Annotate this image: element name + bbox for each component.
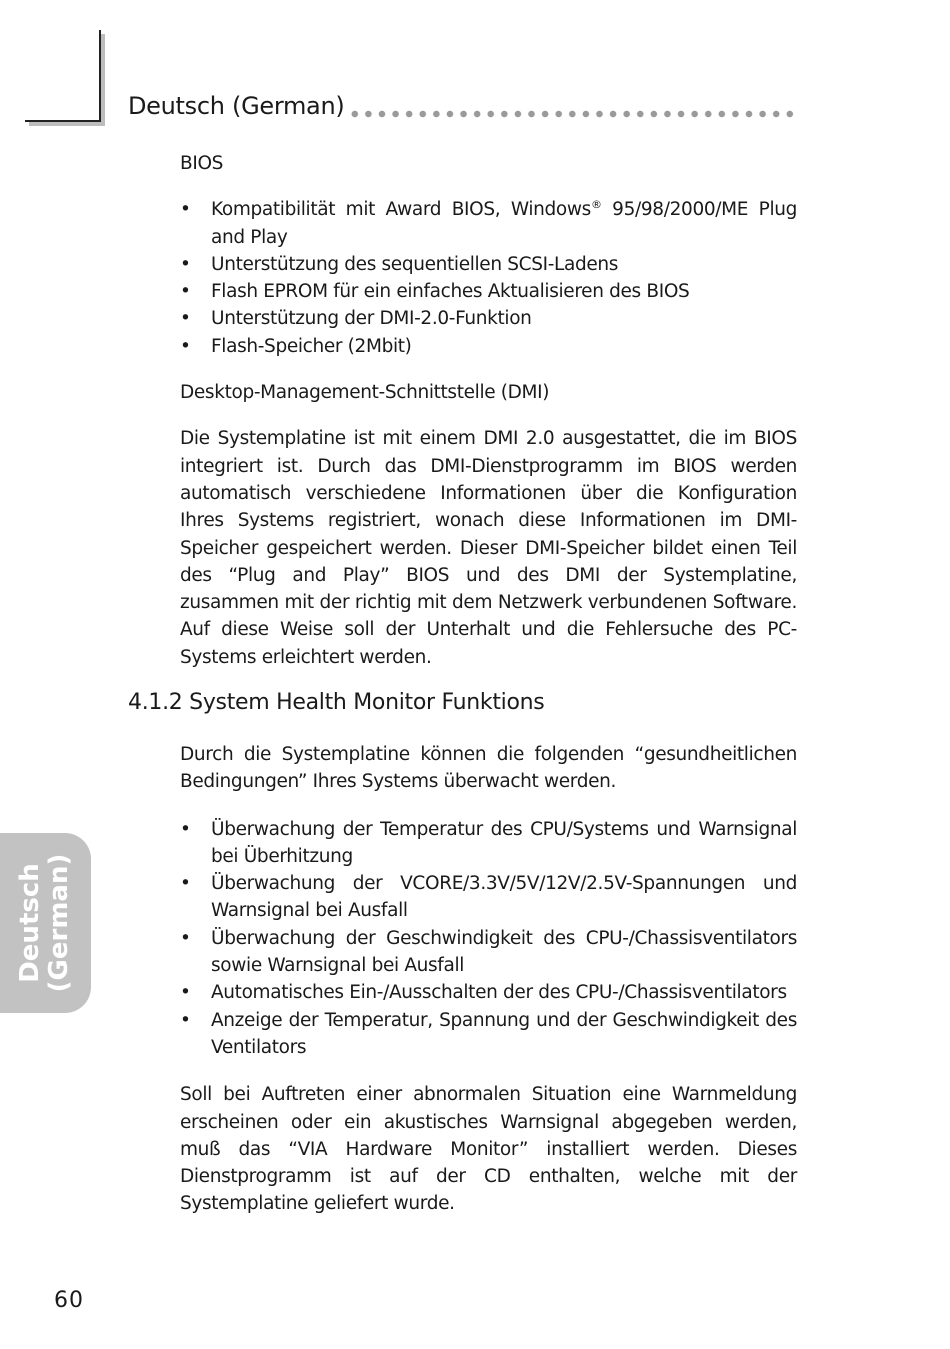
list-item: • Unterstützung der DMI-2.0-Funktion: [180, 305, 797, 332]
health-intro-paragraph: Durch die Systemplatine können die folgenden “gesundheitlichen Bedingungen” Ihres Systems überwacht werden.: [180, 744, 797, 793]
page-header-title: Deutsch (German): [128, 92, 345, 120]
bullet-icon: •: [180, 1009, 191, 1031]
registered-mark: ®: [590, 198, 602, 212]
bullet-icon: •: [180, 335, 191, 357]
list-item: • Anzeige der Temperatur, Spannung und der Geschwindigkeit des Ventilators: [180, 1007, 797, 1062]
bullet-icon: •: [180, 982, 191, 1004]
header-dotted-rule: [348, 109, 798, 119]
language-side-tab-label: Deutsch (German): [15, 853, 74, 993]
list-item: • Kompatibilität mit Award BIOS, Windows® 95/98/2000/ME Plug and Play: [180, 198, 798, 248]
health-closing-paragraph: Soll bei Auftreten einer abnormalen Situation eine Warnmeldung erscheinen oder ein akustisches Warnsignal abgegeben werden, muß das “VIA Hardware Monitor” installiert werden. Dieses Dienstprogramm ist auf der CD enthalten, welche mit der Systemplatine geliefert wurde.: [180, 1084, 797, 1215]
bios-dmi-section: [180, 150, 797, 671]
bios-feature-list: [180, 196, 797, 360]
bullet-icon: •: [180, 818, 191, 840]
list-item: • Unterstützung des sequentiellen SCSI-Ladens: [180, 251, 797, 278]
bullet-icon: •: [180, 308, 191, 330]
health-monitor-section: [180, 741, 797, 1218]
list-item: • Flash EPROM für ein einfaches Aktualisieren des BIOS: [180, 278, 797, 305]
health-feature-list: [180, 816, 797, 1062]
dmi-heading: Desktop-Management-Schnittstelle (DMI): [180, 382, 550, 404]
bullet-icon: •: [180, 253, 191, 275]
list-item: • Überwachung der VCORE/3.3V/5V/12V/2.5V-Spannungen und Warnsignal bei Ausfall: [180, 870, 797, 925]
bullet-icon: •: [180, 199, 191, 221]
dmi-paragraph: Die Systemplatine ist mit einem DMI 2.0 ausgestattet, die im BIOS integriert ist. Durch das DMI-Dienstprogramm im BIOS werden automatisch verschiedene Informationen über die Konfiguration Ihres Systems registriert, wonach diese Informationen im DMI-Speicher gespeichert werden. Dieser DMI-Speicher bildet einen Teil des “Plug and Play” BIOS und des DMI der Systemplatine, zusammen mit der richtig mit dem Netzwerk verbundenen Software. Auf diese Weise soll der Unterhalt und die Fehlersuche des PC-Systems erleichtert werden.: [180, 428, 797, 668]
list-item: • Überwachung der Temperatur des CPU/Systems und Warnsignal bei Überhitzung: [180, 816, 797, 871]
section-heading: 4.1.2 System Health Monitor Funktions: [128, 690, 545, 715]
list-item: • Überwachung der Geschwindigkeit des CPU-/Chassisventilators sowie Warnsignal bei Ausfall: [180, 925, 797, 980]
bullet-icon: •: [180, 281, 191, 303]
bullet-icon: •: [180, 873, 191, 895]
list-item: • Automatisches Ein-/Ausschalten der des CPU-/Chassisventilators: [180, 979, 797, 1006]
list-item: • Flash-Speicher (2Mbit): [180, 333, 797, 360]
page-number: 60: [54, 1288, 84, 1313]
bios-heading: BIOS: [180, 153, 224, 174]
bullet-icon: •: [180, 927, 191, 949]
corner-decoration: [25, 30, 101, 122]
